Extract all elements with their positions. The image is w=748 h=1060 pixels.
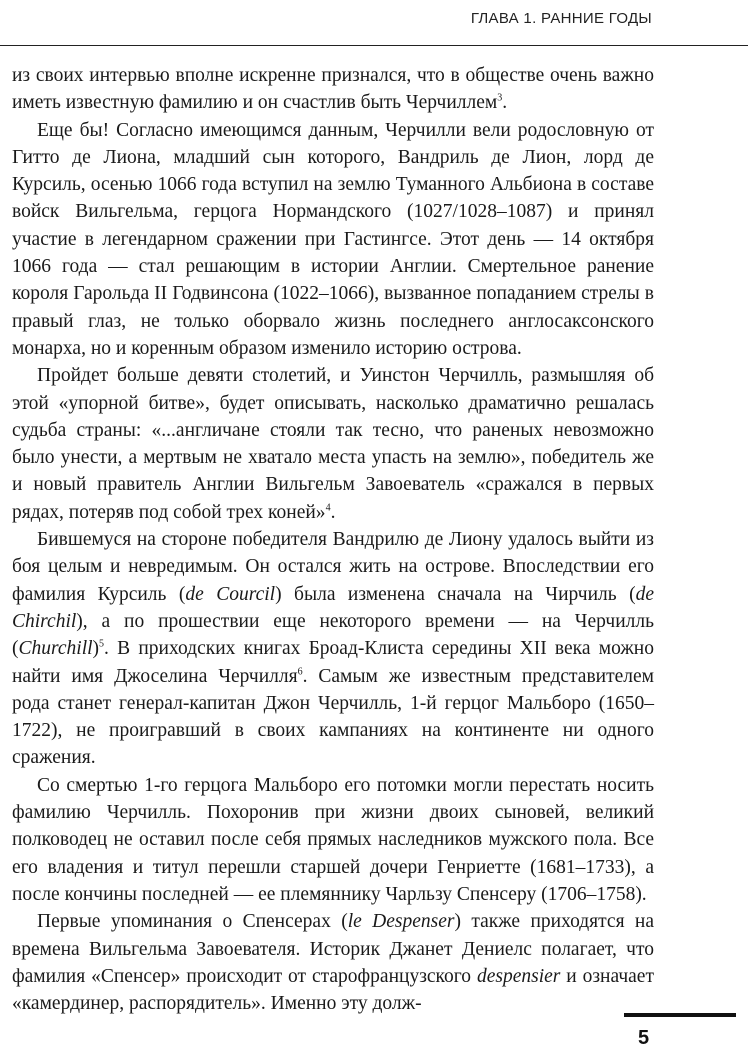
text-run: и означает «камердинер, распорядитель». Именно эту долж-: [12, 965, 654, 1015]
text-run: Со смертью 1-го герцога Мальборо его потомки могли перестать носить фамилию Черчилль. Похоронив при жизни двоих сыновей, великий полководец не оставил после себя прямых наследников мужского пола. Все его владения и титул перешли старшей дочери Генриетте (1681–1733), а после кончины последней — ее племяннику Чарльзу Спенсеру (1706–1758).: [12, 774, 654, 905]
italic-term: Churchill: [18, 638, 93, 660]
italic-term: despensier: [476, 965, 561, 987]
running-header: ГЛАВА 1. РАННИЕ ГОДЫ: [470, 10, 652, 27]
text-run: ): [92, 638, 100, 660]
footnote-ref-6: 6: [297, 666, 303, 678]
text-run: Первые упоминания о Спенсерах (: [37, 911, 348, 933]
text-run: . Самым же известным представителем рода станет генерал-капитан Джон Черчилль, 1-й герцог Мальборо (1650–1722), не проигравший в своих кампаниях на континенте ни одного сражения.: [12, 665, 655, 769]
footer-rule: [624, 1013, 736, 1017]
paragraph-1: [12, 62, 654, 117]
italic-term: de Chirchil: [12, 583, 655, 632]
italic-term: le Despenser: [347, 911, 455, 933]
text-run: Еще бы! Согласно имеющимся данным, Черчилли вели родословную от Гитто де Лиона, младший сын которого, Вандриль де Лион, лорд де Курсиль, осенью 1066 года вступил на землю Туманного Альбиона в составе войск Вильгельма, герцога Нормандского (1027/1028–1087) и принял участие в легендарном сражении при Гастингсе. Этот день — 14 октября 1066 года — стал решающим в истории Англии. Смертельное ранение короля Гарольда II Годвинсона (1022–1066), вызванное попаданием стрелы в правый глаз, не только оборвало жизнь последнего англосаксонского монарха, но и коренным образом изменило историю острова.: [12, 119, 654, 359]
text-run: .: [330, 501, 336, 523]
body-text: [12, 62, 654, 1017]
text-run: .: [502, 92, 508, 114]
text-run: Бившемуся на стороне победителя Вандрилю де Лиону удалось выйти из боя целым и невредимым. Он остался жить на острове. Впоследствии его фамилия Курсиль (: [12, 529, 654, 605]
text-run: . В приходских книгах Броад-Клиста середины XII века можно найти имя Джоселина Черчилля: [12, 638, 654, 687]
footnote-ref-3: 3: [497, 92, 503, 104]
italic-term: de Courcil: [185, 583, 276, 605]
paragraph-4: [12, 526, 654, 772]
paragraph-5: [12, 772, 654, 908]
footnote-ref-4: 4: [325, 502, 331, 514]
text-run: ) была изменена сначала на Чирчиль (: [275, 583, 636, 605]
page-number: 5: [638, 1027, 650, 1049]
paragraph-3: [12, 362, 654, 526]
paragraph-6: [12, 908, 654, 1017]
text-run: ), а по прошествии еще некоторого времени — на Черчилль (: [12, 610, 654, 660]
text-run: ) также приходятся на времена Вильгельма Завоевателя. Историк Джанет Дениелс полагает, что фамилия «Спенсер» происходит от старофранцузского: [12, 911, 655, 987]
footnote-ref-5: 5: [99, 638, 105, 650]
text-run: из своих интервью вполне искренне признался, что в обществе очень важно иметь известную фамилию и он счастлив быть Черчиллем: [12, 65, 654, 114]
header-rule: [0, 45, 748, 46]
text-run: Пройдет больше девяти столетий, и Уинстон Черчилль, размышляя об этой «упорной битве», будет описывать, насколько драматично решалась судьба страны: «...англичане стояли так тесно, что раненых невозможно было унести, а мертвым не хватало места упасть на землю», победитель же и новый правитель Англии Вильгельм Завоеватель «сражался в первых рядах, потеряв под собой трех коней»: [12, 365, 654, 523]
paragraph-2: [12, 117, 654, 363]
